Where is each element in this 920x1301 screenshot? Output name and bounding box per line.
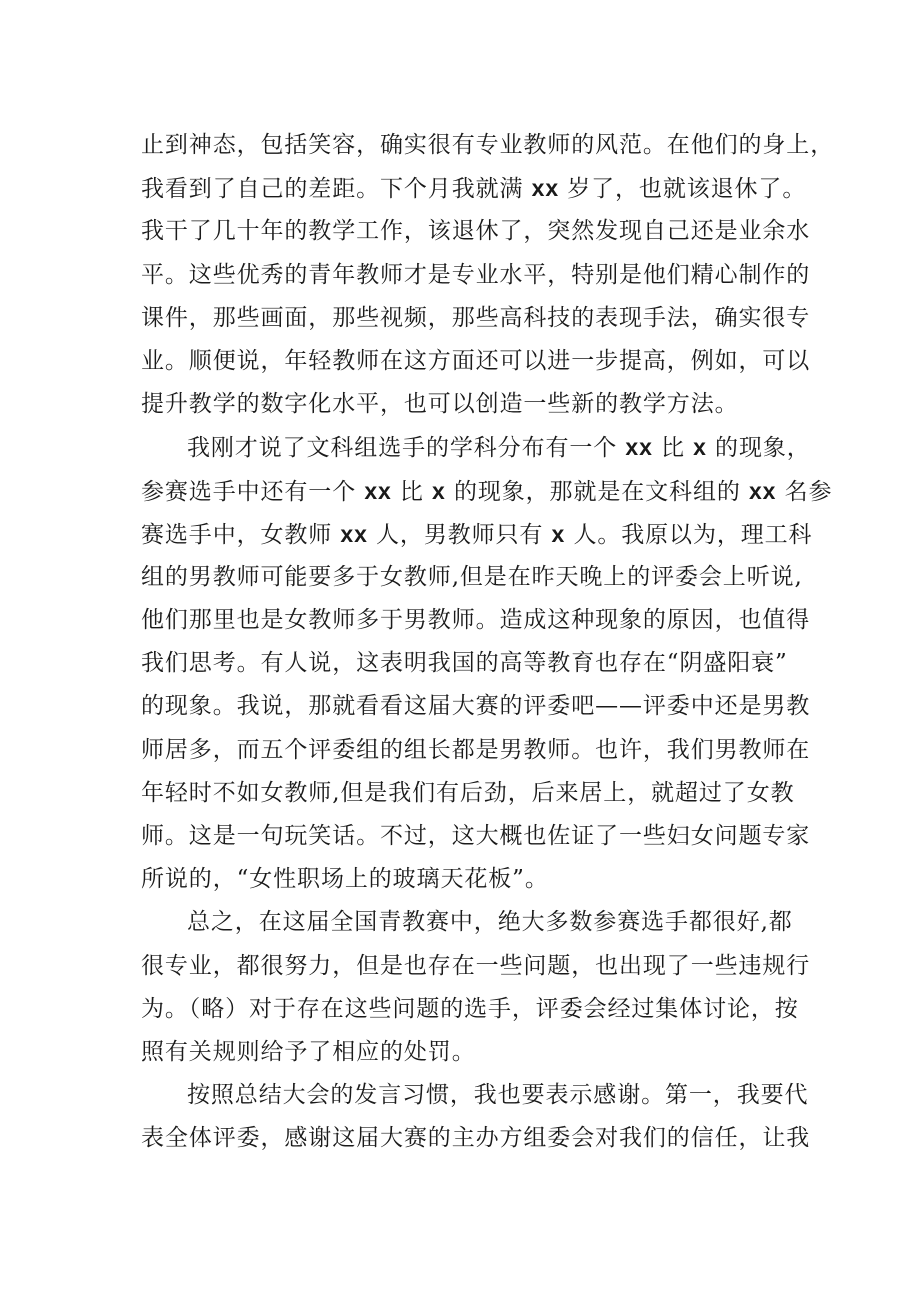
text-line: 师居多，而五个评委组的组长都是男教师。也许，我们男教师在 <box>141 736 811 763</box>
paragraph-first-line: 我刚才说了文科组选手的学科分布有一个 xx 比 x 的现象， <box>187 434 811 462</box>
text-line: 的现象。我说，那就看看这届大赛的评委吧——评委中还是男教 <box>141 693 811 720</box>
paragraph-first-line: 按照总结大会的发言习惯，我也要表示感谢。第一，我要代 <box>187 1082 809 1109</box>
text-line: 所说的，“女性职场上的玻璃天花板”。 <box>141 866 549 893</box>
text-line: 组的男教师可能要多于女教师,但是在昨天晚上的评委会上听说, <box>141 563 803 590</box>
text-line: 我干了几十年的教学工作，该退休了，突然发现自己还是业余水 <box>141 218 811 245</box>
text-line: 照有关规则给予了相应的处罚。 <box>141 1038 476 1065</box>
paragraph-first-line: 总之，在这届全国青教赛中，绝大多数参赛选手都很好,都 <box>187 909 793 936</box>
text-line: 师。这是一句玩笑话。不过，这大概也佐证了一些妇女问题专家 <box>141 823 811 849</box>
text-line: 为。（略）对于存在这些问题的选手，评委会经过集体讨论，按 <box>141 995 799 1022</box>
document-body <box>141 124 835 1161</box>
text-line: 提升教学的数字化水平，也可以创造一些新的教学方法。 <box>141 391 739 418</box>
text-line: 参赛选手中还有一个 xx 比 x 的现象，那就是在文科组的 xx 名参 <box>141 477 833 505</box>
text-line: 很专业，都很努力，但是也存在一些问题，也出现了一些违规行 <box>141 952 811 979</box>
text-line: 课件，那些画面，那些视频，那些高科技的表现手法，确实很专 <box>141 304 811 331</box>
text-line: 平。这些优秀的青年教师才是专业水平，特别是他们精心制作的 <box>141 261 811 288</box>
text-line: 年轻时不如女教师,但是我们有后劲，后来居上，就超过了女教 <box>141 779 795 806</box>
text-line: 我们思考。有人说，这表明我国的高等教育也存在“阴盛阳衰” <box>141 650 788 677</box>
text-line: 赛选手中，女教师 xx 人，男教师只有 x 人。我原以为，理工科 <box>141 520 813 548</box>
text-line: 我看到了自己的差距。下个月我就满 xx 岁了，也就该退休了。 <box>141 175 807 203</box>
text-line: 止到神态，包括笑容，确实很有专业教师的风范。在他们的身上， <box>141 132 835 158</box>
text-line: 表全体评委，感谢这届大赛的主办方组委会对我们的信任，让我 <box>141 1125 811 1152</box>
text-line: 他们那里也是女教师多于男教师。造成这种现象的原因，也值得 <box>141 607 811 634</box>
text-line: 业。顺便说，年轻教师在这方面还可以进一步提高，例如，可以 <box>141 347 811 374</box>
